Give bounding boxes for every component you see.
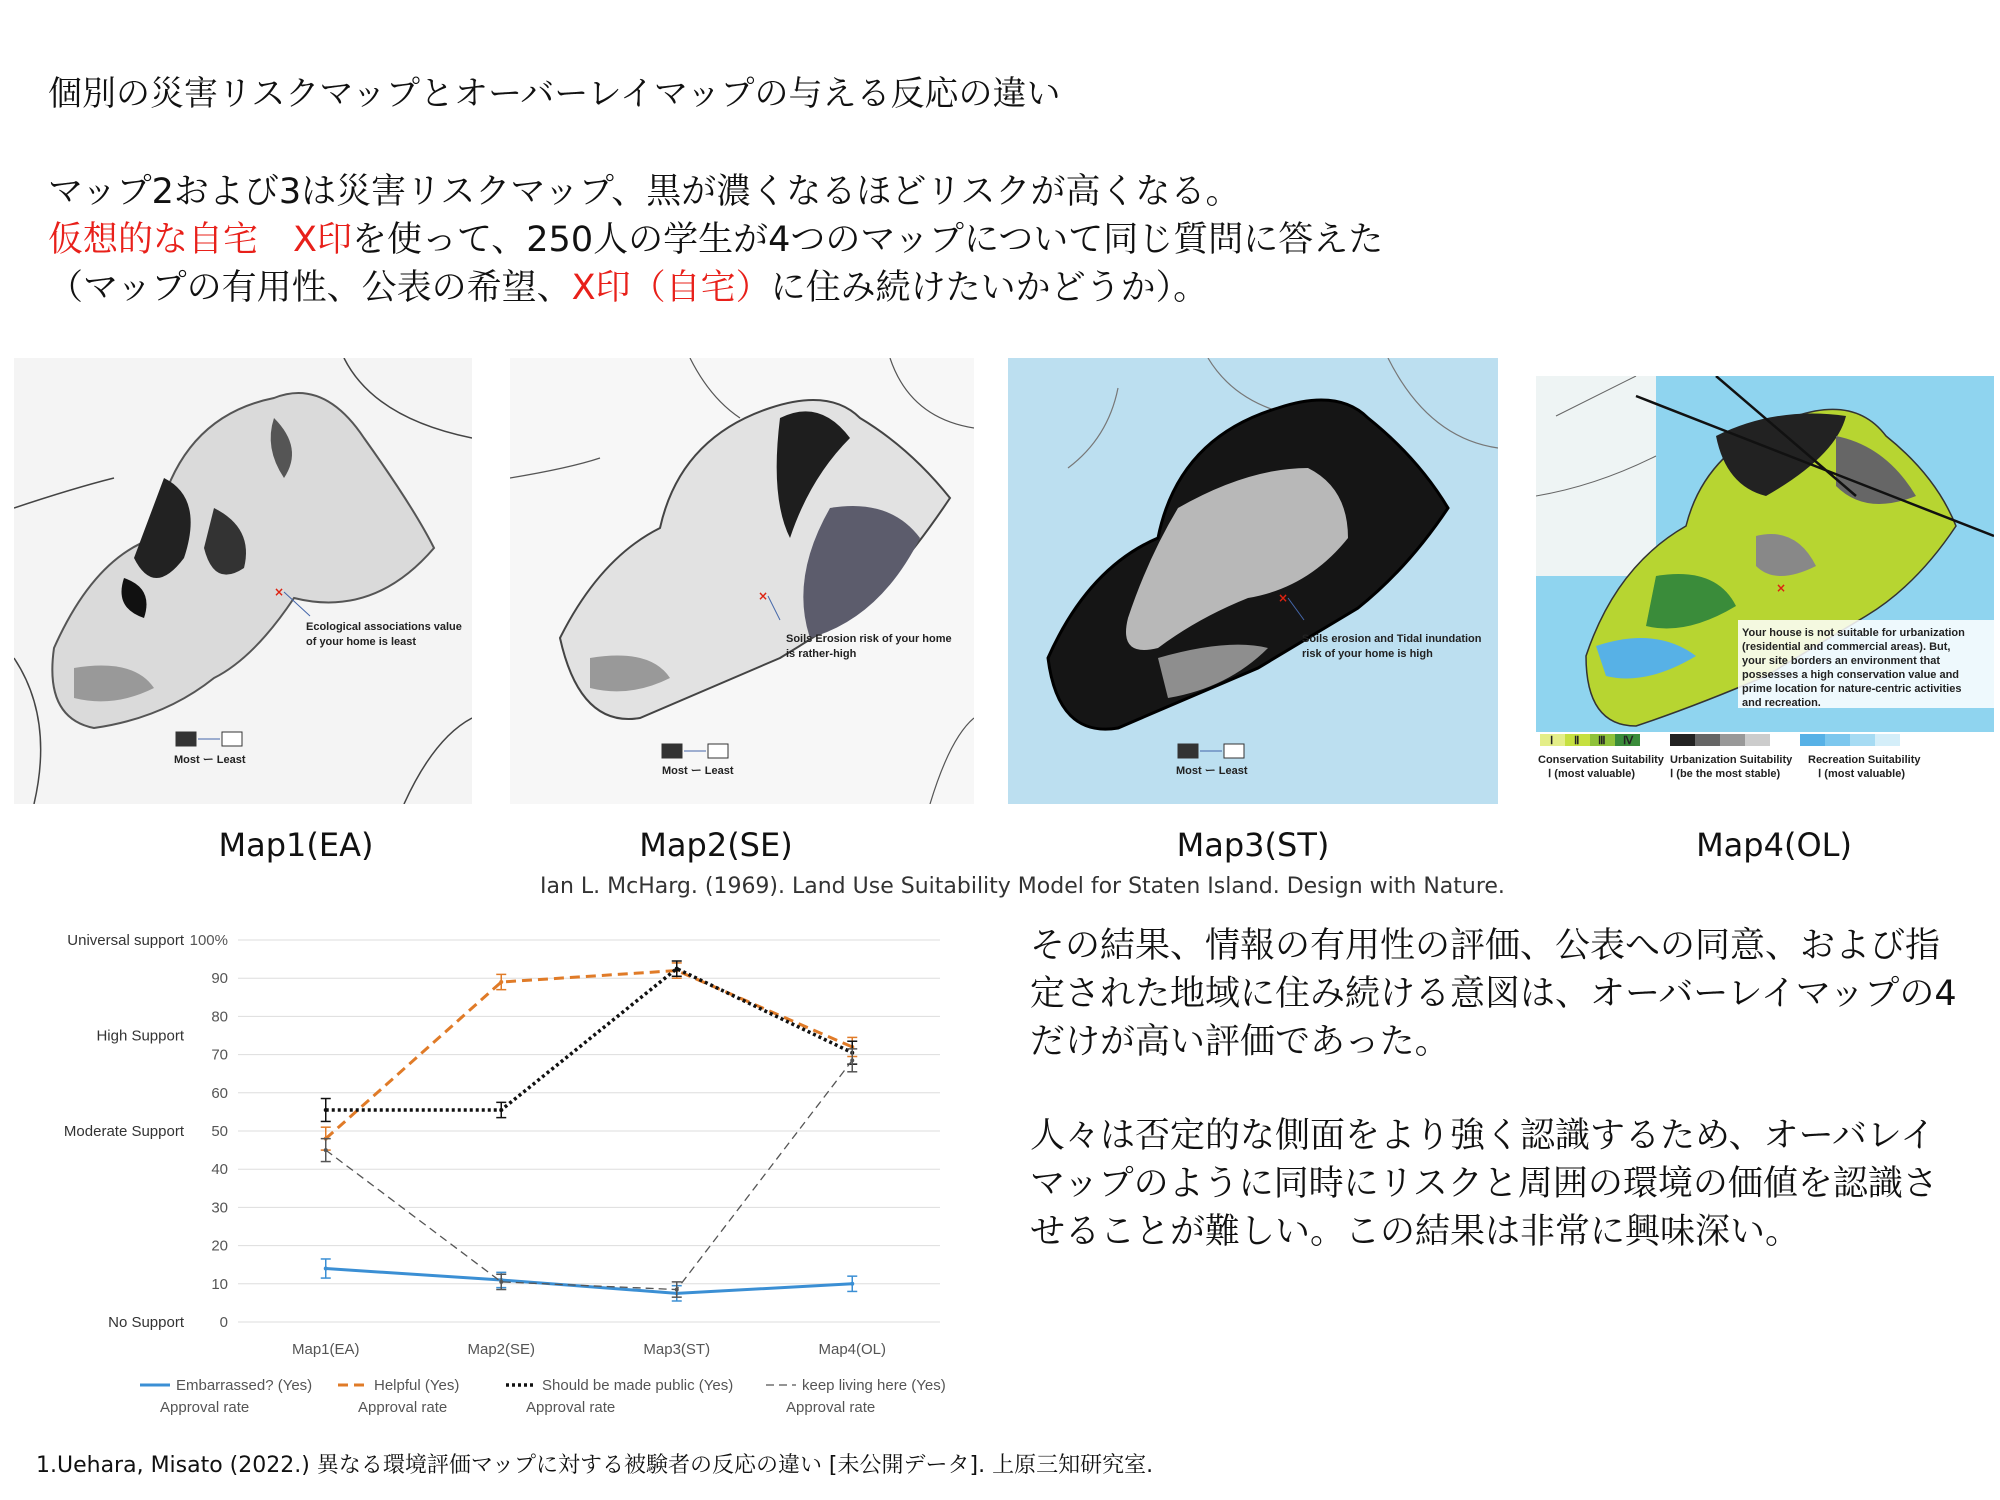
map4-legend-recreation-title: Recreation Suitability	[1808, 754, 1921, 766]
y-tick-label: 20	[211, 1237, 228, 1255]
map3-image	[1008, 358, 1498, 804]
map3-callout-line1: Soils erosion and Tidal inundation	[1302, 633, 1482, 645]
data-point	[675, 967, 679, 971]
map2-label: Map2(SE)	[639, 826, 793, 864]
data-point	[499, 1280, 503, 1284]
y-tick-label: 80	[211, 1008, 228, 1026]
chart-legend	[140, 1377, 946, 1416]
legend-label: Should be made public (Yes)	[542, 1377, 734, 1394]
intro-line-3-a: （マップの有用性、公表の希望、	[48, 268, 572, 308]
map2-legend: Most ー Least	[662, 765, 734, 777]
map4-label: Map4(OL)	[1696, 826, 1852, 864]
data-point	[324, 1108, 328, 1112]
legend-sublabel: Approval rate	[526, 1399, 616, 1416]
chart-y-ticks	[190, 932, 228, 1331]
x-tick-label: Map1(EA)	[291, 1341, 360, 1358]
map3-label: Map3(ST)	[1176, 826, 1330, 864]
map4-callout-line6: and recreation.	[1742, 697, 1821, 709]
x-tick-label: Map4(OL)	[818, 1341, 887, 1358]
support-label: Moderate Support	[63, 1123, 184, 1140]
chart-x-ticks	[292, 1341, 886, 1358]
data-point	[850, 1282, 854, 1286]
y-tick-label: 0	[219, 1314, 228, 1331]
series-line	[326, 969, 853, 1110]
map4-legend-conservation-title: Conservation Suitability	[1538, 754, 1664, 766]
map4-legend-urbanization-note: Ⅰ (be the most stable)	[1670, 768, 1781, 780]
map4-callout-line5: prime location for nature-centric activities	[1742, 683, 1962, 695]
data-point	[499, 980, 503, 984]
map4-callout-line2: (residential and commercial areas). But,	[1742, 641, 1951, 653]
legend-sublabel: Approval rate	[358, 1399, 448, 1416]
map2-callout-line2: is rather-high	[786, 648, 857, 660]
mcharg-citation: Ian L. McHarg. (1969). Land Use Suitability Model for Staten Island. Design with Nature.	[540, 874, 1505, 899]
map4-graphic	[1536, 376, 1994, 788]
data-point	[324, 1148, 328, 1152]
map4-callout-line4: possesses a high conservation value and	[1742, 669, 1960, 681]
support-label: High Support	[96, 1027, 184, 1045]
svg-text:×: ×	[758, 589, 769, 603]
map4-tick-4: Ⅳ	[1623, 735, 1634, 747]
svg-text:×: ×	[1776, 581, 1787, 595]
intro-line-2-rest: を使って、250人の学生が4つのマップについて同じ質問に答えた	[351, 220, 1384, 260]
map4-legend-conservation-note: Ⅰ (most valuable)	[1548, 768, 1635, 780]
data-point	[324, 1267, 328, 1271]
series-line	[326, 1060, 853, 1289]
map1-label: Map1(EA)	[218, 826, 374, 864]
map2-image	[510, 358, 974, 804]
map4-image	[1536, 376, 1994, 788]
intro-line-3-b: に住み続けたいかどうか）。	[770, 268, 1209, 308]
map4-tick-2: Ⅱ	[1574, 735, 1580, 747]
map3-graphic	[1008, 358, 1498, 804]
map2-graphic	[510, 358, 974, 804]
support-line-chart	[20, 920, 1000, 1440]
intro-line-2	[48, 216, 1383, 264]
map1-callout-line2: of your home is least	[306, 636, 417, 648]
support-label: No Support	[108, 1314, 184, 1331]
x-tick-label: Map3(ST)	[643, 1341, 711, 1358]
data-point	[499, 1108, 503, 1112]
intro-text	[48, 168, 1383, 312]
chart-support-labels	[64, 932, 185, 1331]
legend-label: Embarrassed? (Yes)	[176, 1377, 313, 1394]
y-tick-label: 30	[211, 1199, 228, 1217]
footer-citation: 1.Uehara, Misato (2022.) 異なる環境評価マップに対する被験者の反応の違い [未公開データ]. 上原三知研究室.	[36, 1453, 1154, 1478]
support-label: Universal support	[67, 932, 184, 949]
intro-line-3-highlight: X印（自宅）	[571, 268, 771, 308]
result-paragraph-1: その結果、情報の有用性の評価、公表への同意、および指定された地域に住み続ける意図は、オーバーレイマップの4だけが高い評価であった。	[1030, 926, 1957, 1062]
chart-grid	[238, 940, 940, 1322]
y-tick-label: 90	[211, 970, 228, 988]
x-tick-label: Map2(SE)	[467, 1341, 536, 1358]
intro-line-2-highlight: 仮想的な自宅 X印	[48, 220, 352, 260]
data-point	[850, 1058, 854, 1062]
y-tick-label: 100%	[189, 932, 228, 949]
slide-title: 個別の災害リスクマップとオーバーレイマップの与える反応の違い	[48, 74, 1061, 114]
map3-callout-line2: risk of your home is high	[1302, 648, 1433, 660]
map1-legend: Most ー Least	[174, 754, 246, 766]
y-tick-label: 10	[211, 1275, 228, 1293]
legend-sublabel: Approval rate	[786, 1399, 876, 1416]
series-line	[326, 1269, 853, 1294]
map4-callout-line1: Your house is not suitable for urbanization	[1742, 627, 1965, 639]
svg-text:×: ×	[1278, 591, 1289, 605]
map3-legend: Most ー Least	[1176, 765, 1248, 777]
y-tick-label: 40	[211, 1161, 228, 1179]
map4-legend-urbanization-title: Urbanization Suitability	[1670, 754, 1793, 766]
legend-label: keep living here (Yes)	[802, 1377, 946, 1394]
map1-image	[14, 358, 472, 804]
result-paragraph-2: 人々は否定的な側面をより強く認識するため、オーバレイマップのように同時にリスクと周囲の環境の価値を認識させることが難しい。この結果は非常に興味深い。	[1030, 1116, 1938, 1252]
y-tick-label: 70	[211, 1046, 228, 1064]
map4-tick-3: Ⅲ	[1598, 735, 1606, 747]
intro-line-1: マップ2および3は災害リスクマップ、黒が濃くなるほどリスクが高くなる。	[48, 172, 1241, 212]
map4-tick-1: Ⅰ	[1550, 735, 1554, 747]
intro-line-3	[48, 264, 1383, 312]
map1-graphic	[14, 358, 472, 804]
y-tick-label: 50	[211, 1123, 228, 1140]
data-point	[675, 1288, 679, 1292]
legend-label: Helpful (Yes)	[374, 1377, 460, 1394]
map2-callout-line1: Soils Erosion risk of your home	[786, 633, 952, 645]
map1-callout-line1: Ecological associations value	[306, 621, 462, 633]
svg-text:×: ×	[274, 585, 285, 599]
map4-legend-recreation-note: Ⅰ (most valuable)	[1818, 768, 1905, 780]
map4-callout-line3: your site borders an environment that	[1742, 655, 1941, 667]
legend-sublabel: Approval rate	[160, 1399, 250, 1416]
y-tick-label: 60	[211, 1084, 228, 1102]
